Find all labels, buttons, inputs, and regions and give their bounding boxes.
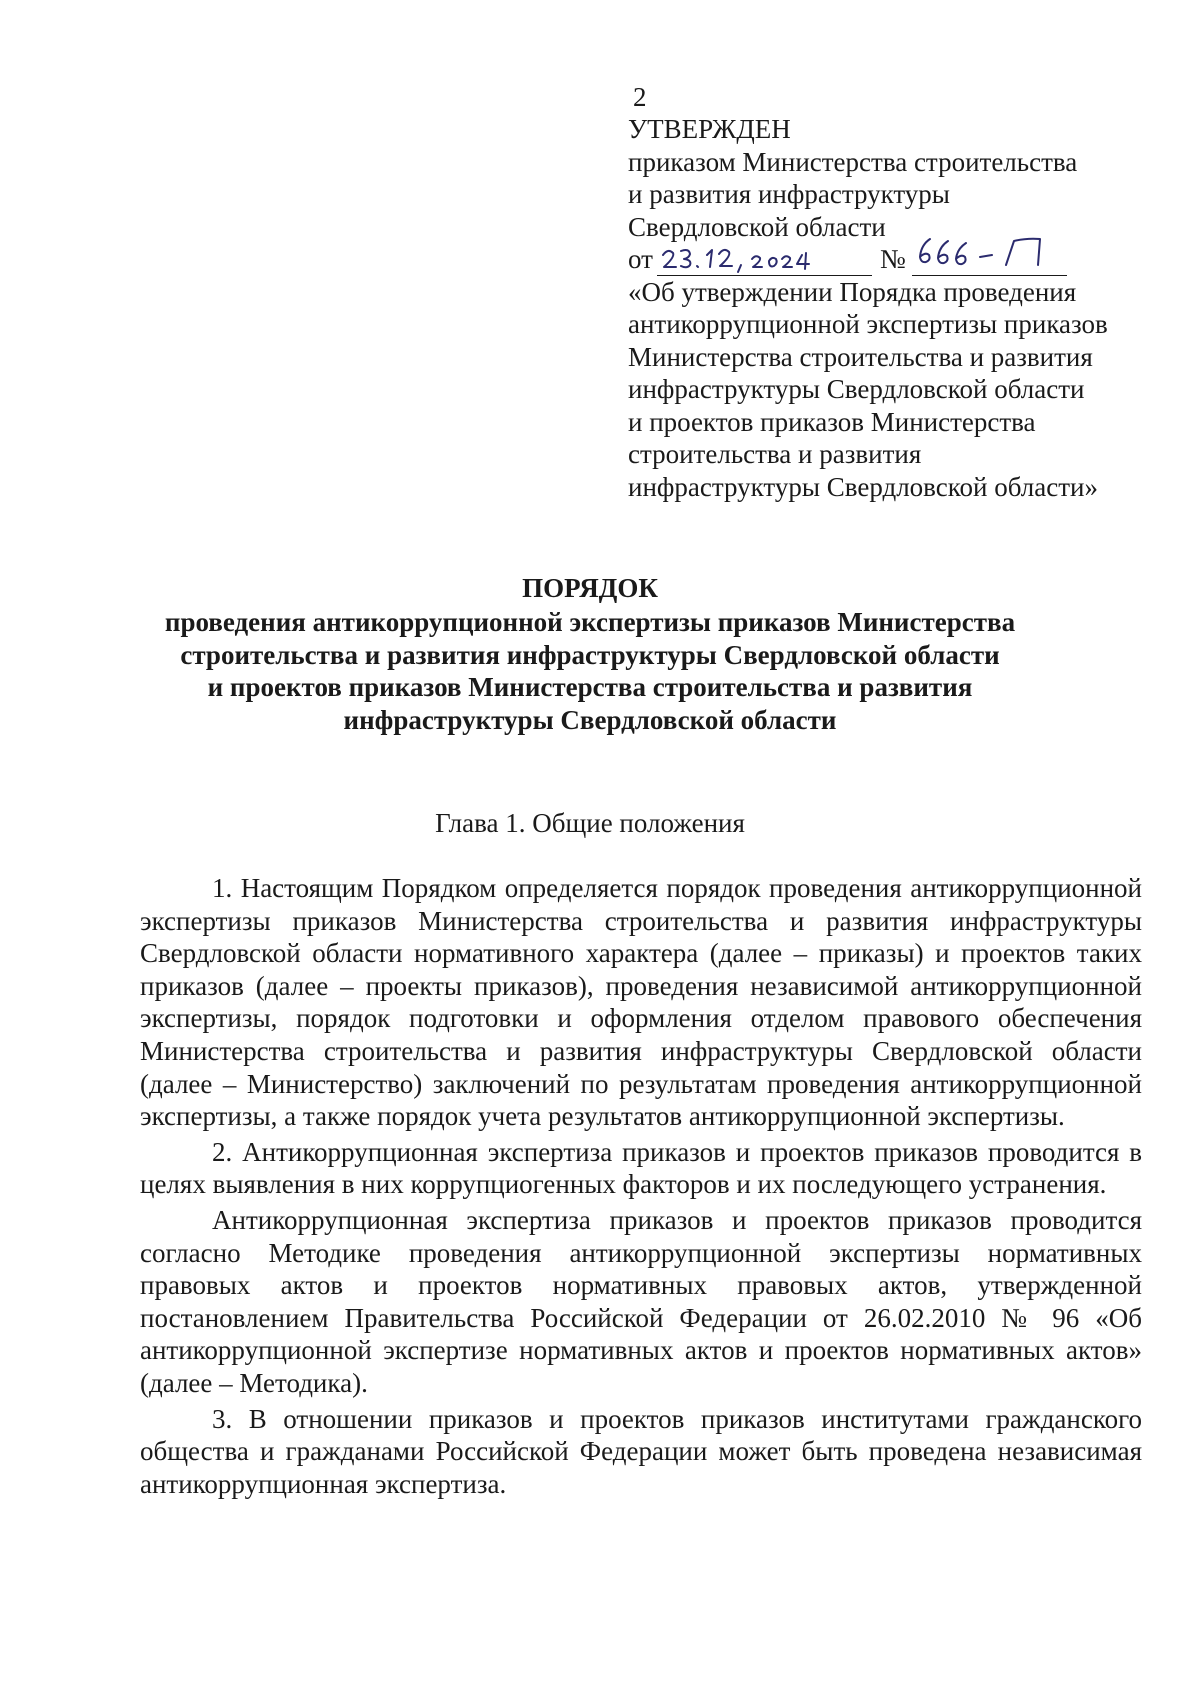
handwritten-number-signature: [912, 235, 1067, 275]
approval-subject-line: инфраструктуры Свердловской области: [628, 374, 1085, 404]
paragraph: 1. Настоящим Порядком определяется порядок проведения антикоррупционной экспертизы приказов Министерства строительства и развития инфраструктуры Свердловской области нормативного характера (далее – приказы) и проектов таких приказов (далее – проекты приказов), проведения независимой антикоррупционной экспертизы, порядок подготовки и оформления отделом правового обеспечения Министерства строительства и развития инфраструктуры Свердловской области (далее – Министерство) заключений по результатам проведения антикоррупционной экспертизы, а также порядок учета результатов антикоррупционной экспертизы.: [140, 873, 1142, 1132]
handwritten-number: [912, 247, 1067, 276]
approval-stamp-block: [628, 113, 1148, 503]
approval-heading: УТВЕРЖДЕН: [628, 114, 791, 144]
approval-subject-line: строительства и развития: [628, 439, 922, 469]
document-title: [130, 572, 1050, 737]
handwritten-date-signature: [657, 241, 872, 275]
approval-subject-line: инфраструктуры Свердловской области»: [628, 471, 1098, 502]
page-number: 2: [633, 82, 647, 112]
number-prefix: №: [879, 244, 906, 274]
approval-line: приказом Министерства строительства: [628, 146, 1078, 177]
date-prefix: от: [628, 244, 653, 274]
paragraph: 3. В отношении приказов и проектов приказов институтами гражданского общества и гражданами Российской Федерации может быть проведена независимая антикоррупционная экспертиза.: [140, 1403, 1142, 1499]
paragraph: Антикоррупционная экспертиза приказов и проектов приказов проводится согласно Методике проведения антикоррупционной экспертизы нормативных правовых актов и проектов нормативных правовых актов, утвержденной постановлением Правительства Российской Федерации от 26.02.2010 № 96 «Об антикоррупционной экспертизе нормативных актов и проектов нормативных актов» (далее – Методика).: [140, 1204, 1142, 1398]
paragraph: 2. Антикоррупционная экспертиза приказов и проектов приказов проводится в целях выявления в них коррупциогенных факторов и их последующего устранения.: [140, 1136, 1142, 1200]
approval-subject-line: Министерства строительства и развития: [628, 341, 1093, 372]
date-number-line: [628, 243, 1148, 276]
handwritten-date: [657, 247, 872, 276]
approval-subject-line: и проектов приказов Министерства: [628, 406, 1036, 437]
title-line: инфраструктуры Свердловской области: [343, 705, 837, 736]
chapter-heading: Глава 1. Общие положения: [435, 808, 745, 838]
title-main: ПОРЯДОК: [522, 573, 658, 603]
title-line: и проектов приказов Министерства строительства и развития: [207, 672, 973, 703]
approval-subject-line: антикоррупционной экспертизы приказов: [628, 309, 1108, 339]
approval-line: Свердловской области: [628, 211, 886, 242]
title-line: строительства и развития инфраструктуры Свердловской области: [180, 639, 1000, 670]
title-line: проведения антикоррупционной экспертизы приказов Министерства: [164, 606, 1016, 637]
approval-subject-line: «Об утверждении Порядка проведения: [628, 276, 1077, 307]
body-text: [140, 872, 1142, 1503]
approval-line: и развития инфраструктуры: [628, 179, 950, 209]
